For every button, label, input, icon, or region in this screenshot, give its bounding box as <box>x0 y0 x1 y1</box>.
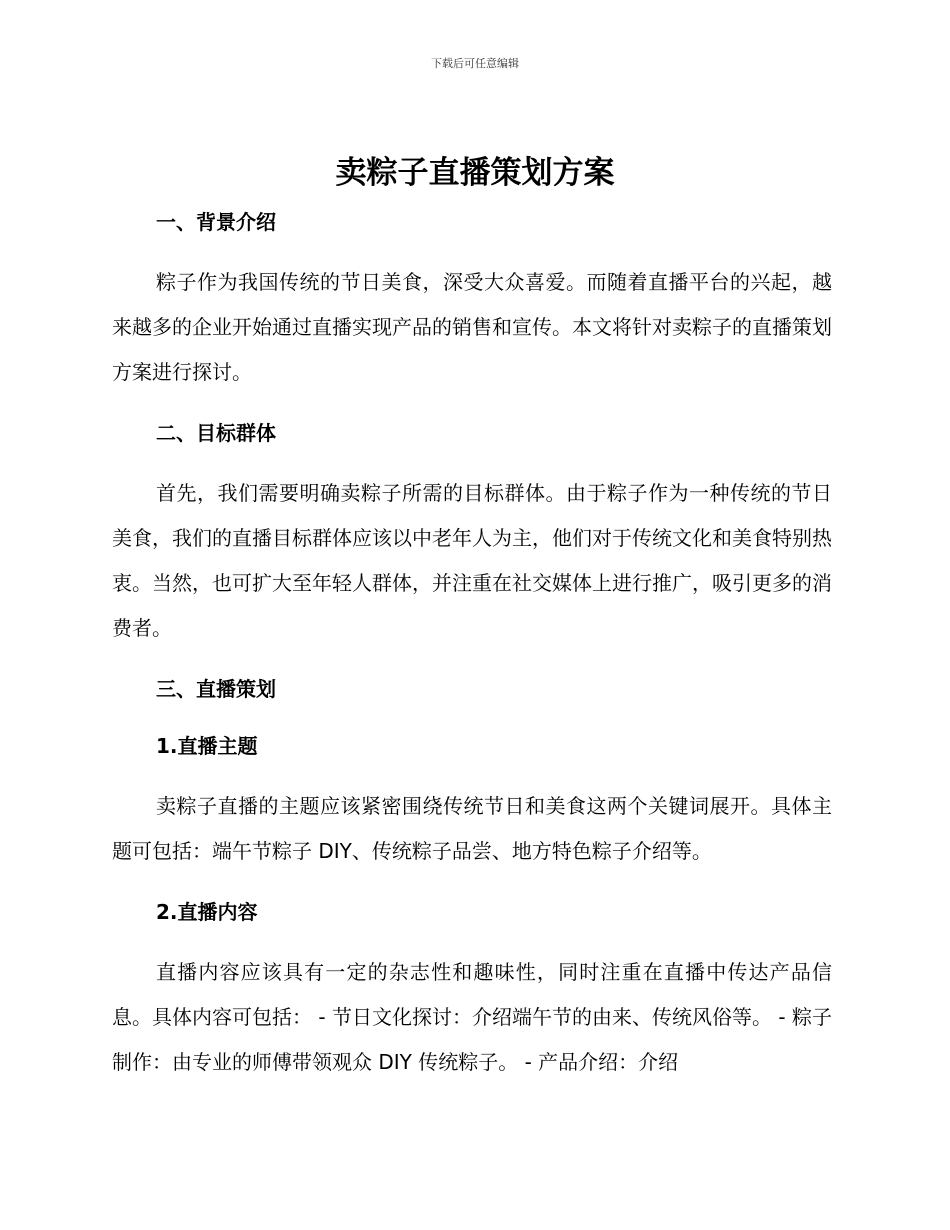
section-heading-background: 一、背景介绍 <box>156 210 276 234</box>
section-heading-target-group: 二、目标群体 <box>156 421 276 445</box>
paragraph-live-theme: 卖粽子直播的主题应该紧密围绕传统节日和美食这两个关键词展开。具体主题可包括：端午节粽子 DIY、传统粽子品尝、地方特色粽子介绍等。 <box>112 794 832 863</box>
document-title: 卖粽子直播策划方案 <box>335 155 615 191</box>
paragraph-background: 粽子作为我国传统的节日美食，深受大众喜爱。而随着直播平台的兴起，越来越多的企业开始通过直播实现产品的销售和宣传。本文将针对卖粽子的直播策划方案进行探讨。 <box>112 270 832 384</box>
subsection-heading-live-theme: 1.直播主题 <box>156 734 258 758</box>
header-note: 下载后可任意编辑 <box>431 57 519 70</box>
subsection-heading-live-content: 2.直播内容 <box>156 900 258 924</box>
document-body <box>112 204 832 1085</box>
paragraph-live-content: 直播内容应该具有一定的杂志性和趣味性，同时注重在直播中传达产品信息。具体内容可包括： - 节日文化探讨：介绍端午节的由来、传统风俗等。 - 粽子制作：由专业的师傅带领观众 DIY 传统粽子。 - 产品介绍：介绍 <box>112 960 832 1074</box>
paragraph-target-group: 首先，我们需要明确卖粽子所需的目标群体。由于粽子作为一种传统的节日美食，我们的直播目标群体应该以中老年人为主，他们对于传统文化和美食特别热衷。当然，也可扩大至年轻人群体，并注重在社交媒体上进行推广，吸引更多的消费者。 <box>112 481 832 640</box>
section-heading-live-planning: 三、直播策划 <box>156 677 276 701</box>
